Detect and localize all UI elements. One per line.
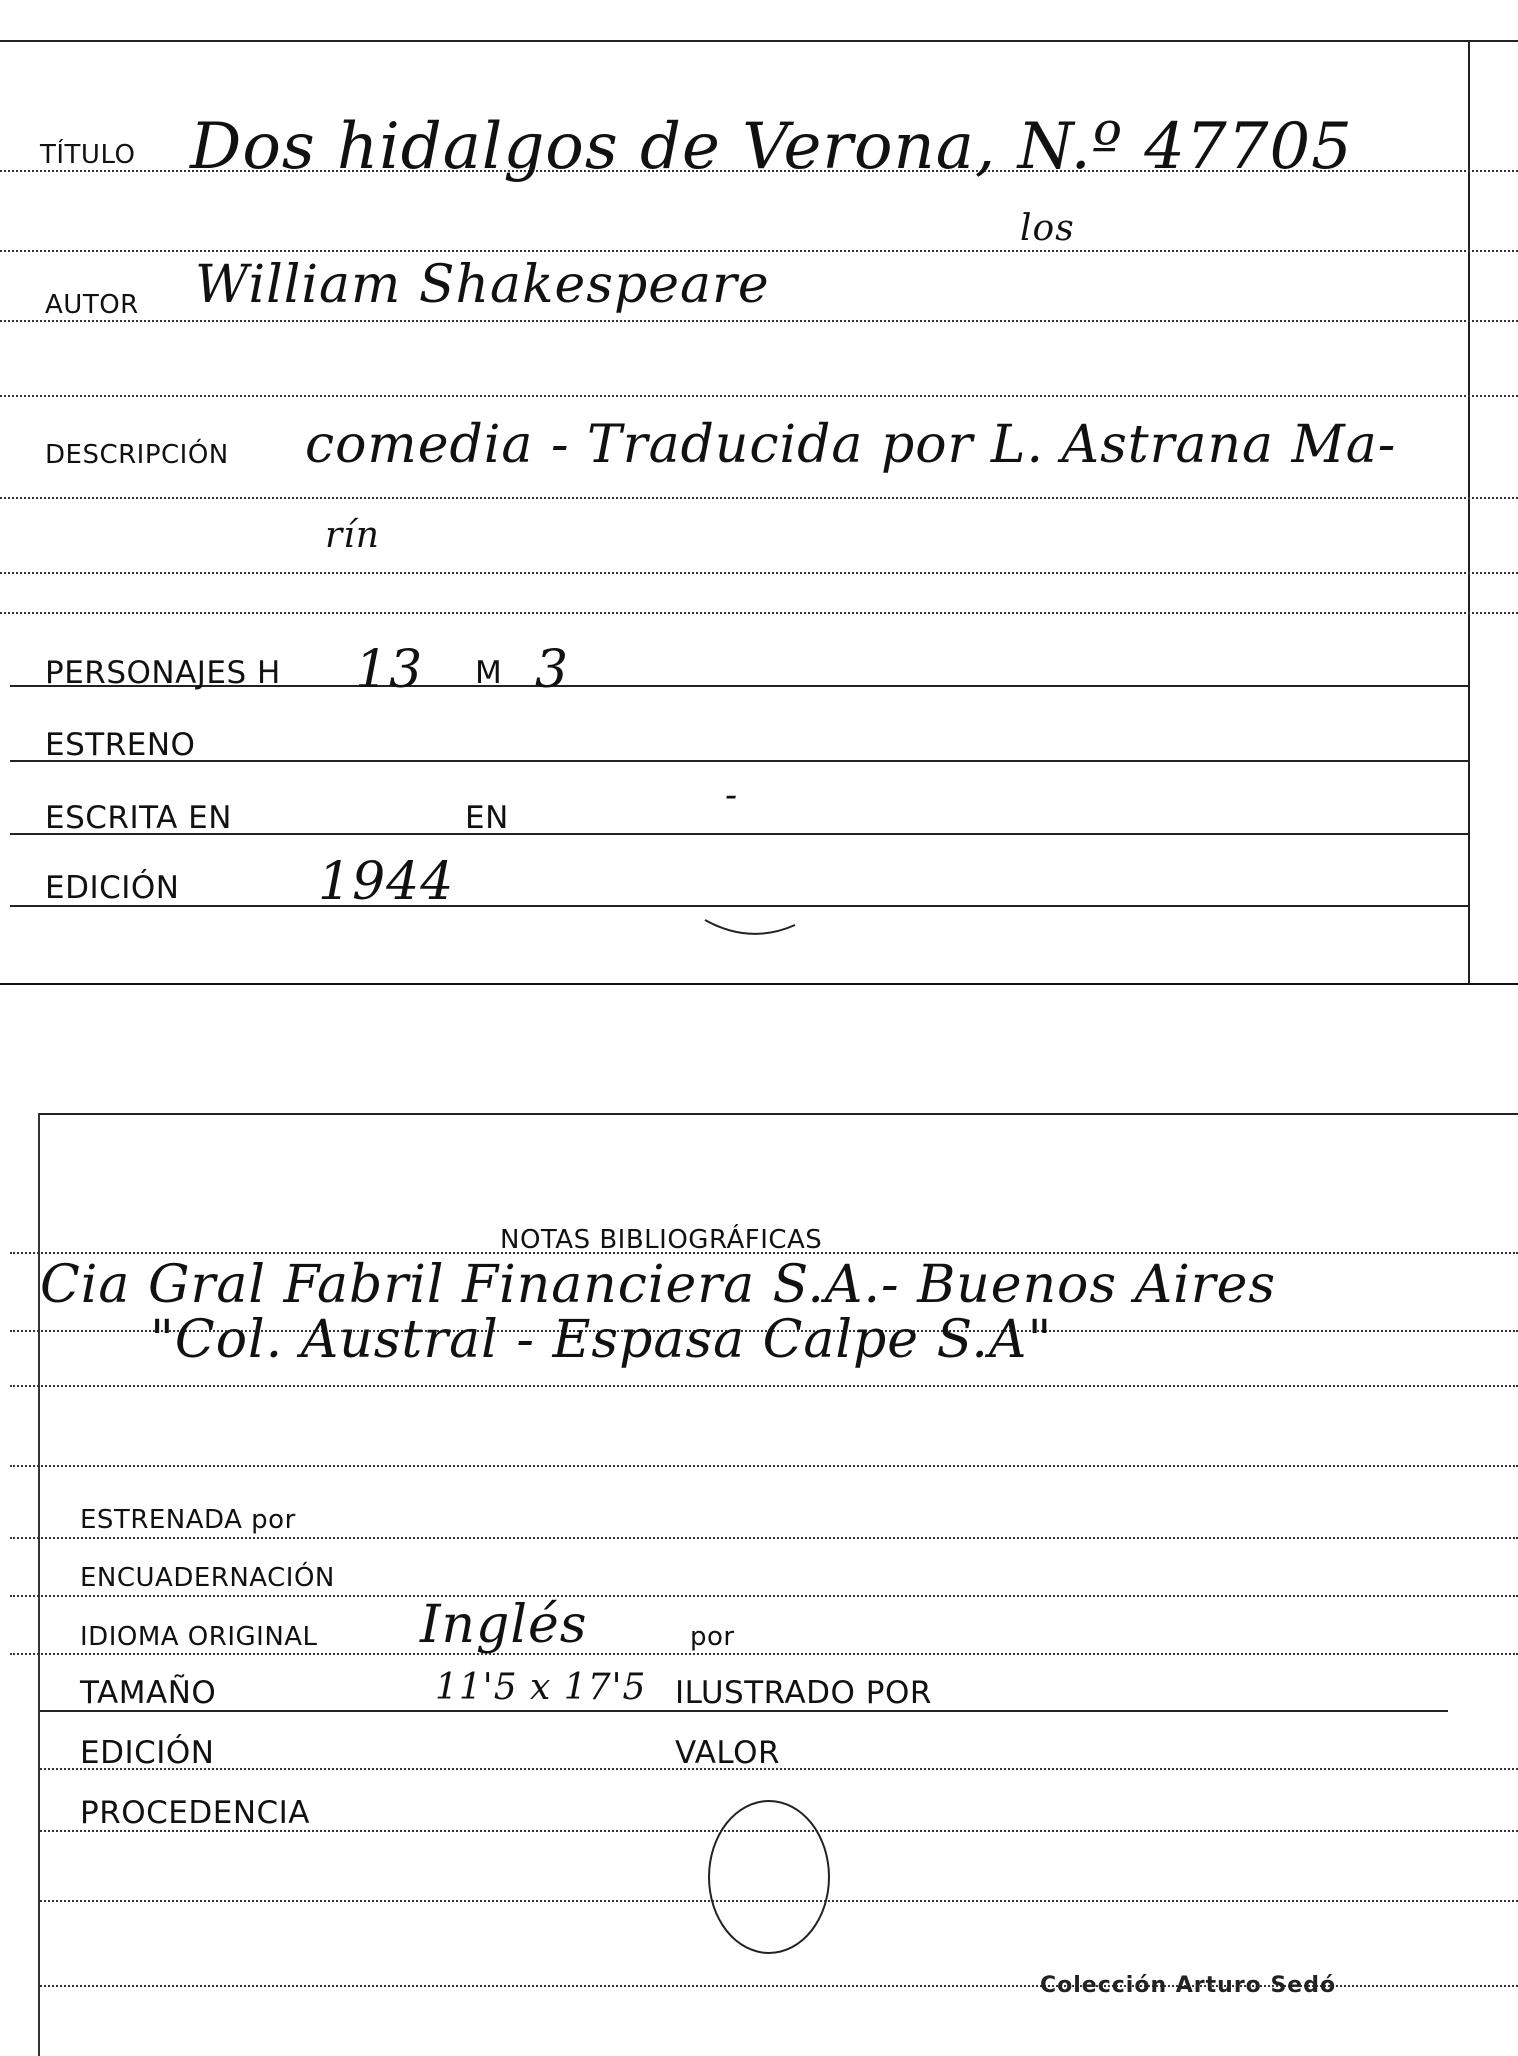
rule [0, 320, 1518, 322]
personajes-m-label: M [475, 655, 503, 691]
escrita-dash: - [725, 775, 739, 816]
autor-label: AUTOR [45, 290, 139, 320]
rule [0, 572, 1518, 574]
personajes-m-value: 3 [535, 640, 570, 700]
notas-line-2: "Col. Austral - Espasa Calpe S.A" [150, 1310, 1053, 1370]
punch-hole-arc [700, 900, 800, 950]
por-label: por [690, 1622, 735, 1652]
encuadernacion-label: ENCUADERNACIÓN [80, 1563, 335, 1593]
card-top-edge [40, 1113, 1518, 1115]
estrenada-label: ESTRENADA por [80, 1505, 296, 1535]
escrita-en-label-2: EN [465, 800, 509, 836]
descripcion-label: DESCRIPCIÓN [45, 440, 229, 470]
rule [0, 497, 1518, 499]
personajes-label: PERSONAJES H [45, 655, 281, 691]
idioma-label: IDIOMA ORIGINAL [80, 1622, 318, 1652]
titulo-label: TÍTULO [40, 140, 136, 170]
titulo-value: Dos hidalgos de Verona, N.º 47705 [190, 110, 1353, 184]
rule [0, 250, 1518, 252]
escrita-en-label: ESCRITA EN [45, 800, 232, 836]
card-top-edge [0, 40, 1518, 42]
catalog-card-front [0, 0, 1518, 985]
valor-label: VALOR [675, 1735, 781, 1771]
notas-bibliograficas-label: NOTAS BIBLIOGRÁFICAS [500, 1225, 823, 1255]
edicion-label: EDICIÓN [45, 870, 180, 906]
punch-hole [708, 1800, 830, 1954]
personajes-h-value: 13 [355, 640, 424, 700]
estreno-label: ESTRENO [45, 727, 196, 763]
rule [10, 1385, 1518, 1387]
notas-line-1: Cia Gral Fabril Financiera S.A.- Buenos Aires [40, 1255, 1277, 1315]
tamano-value: 11'5 x 17'5 [435, 1667, 647, 1708]
catalog-card-back [0, 1085, 1518, 2056]
autor-value: William Shakespeare [195, 255, 770, 315]
procedencia-label: PROCEDENCIA [80, 1795, 311, 1831]
card-right-edge [1468, 40, 1470, 985]
rule [0, 612, 1518, 614]
edicion-value: 1944 [318, 852, 455, 912]
descripcion-value-continued: rín [325, 515, 380, 556]
coleccion-stamp: Colección Arturo Sedó [1040, 1973, 1337, 1998]
descripcion-value: comedia - Traducida por L. Astrana Ma- [305, 415, 1397, 475]
rule [0, 395, 1518, 397]
rule [10, 1595, 1518, 1597]
rule [10, 1537, 1518, 1539]
edicion-back-label: EDICIÓN [80, 1735, 215, 1771]
rule [10, 1465, 1518, 1467]
rule [10, 1653, 1518, 1655]
tamano-label: TAMAÑO [80, 1675, 217, 1711]
ilustrado-label: ILUSTRADO POR [675, 1675, 932, 1711]
card-divider [0, 983, 1518, 985]
titulo-insert: los [1020, 208, 1075, 249]
idioma-value: Inglés [420, 1595, 588, 1655]
rule [10, 760, 1468, 762]
